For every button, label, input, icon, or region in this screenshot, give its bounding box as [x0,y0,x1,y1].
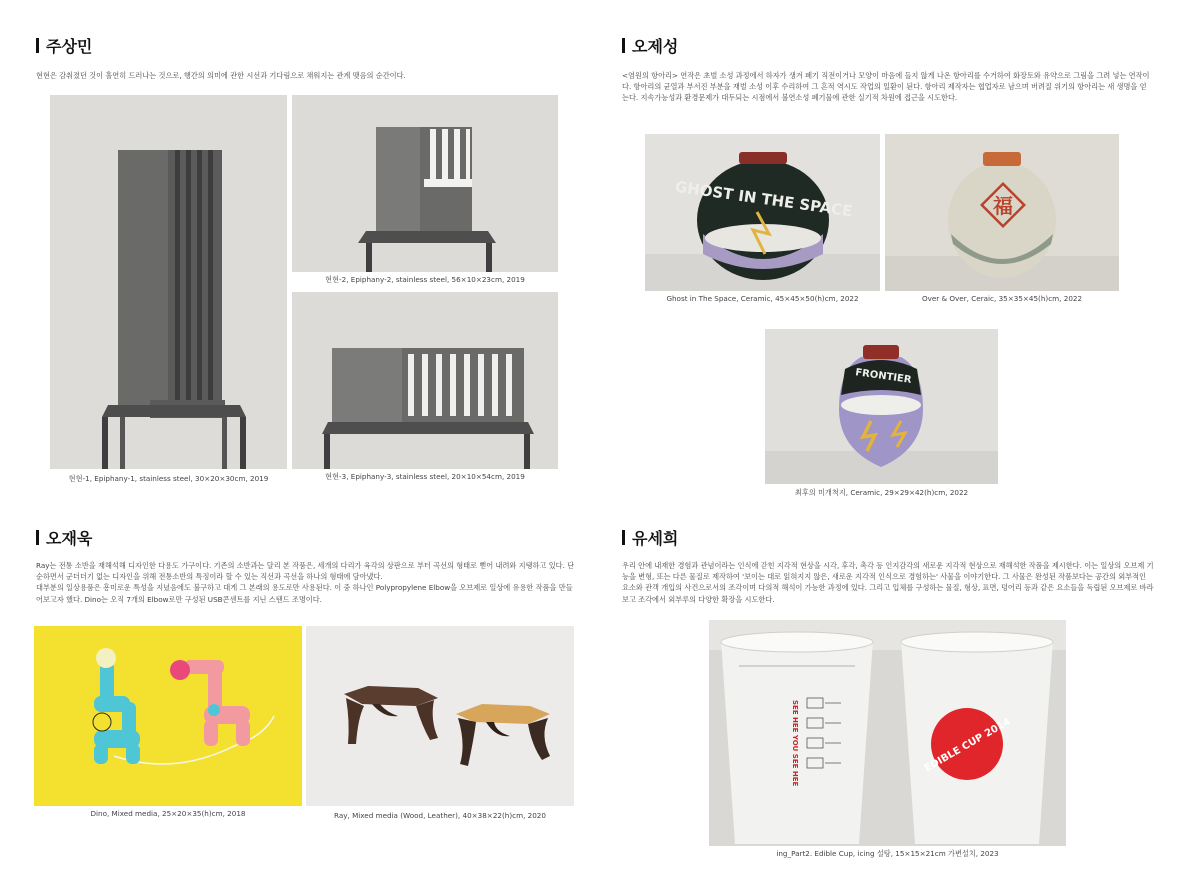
artwork-image-ray [306,626,574,806]
vase-character: 福 [993,194,1013,218]
artist-name: 유세희 [632,529,679,548]
artist-heading-ojaeuk [36,526,92,549]
artist-description [36,560,576,605]
artwork-image-over-and-over [885,134,1119,291]
artwork-caption: Over & Over, Ceraic, 35×35×45(h)cm, 2022 [921,294,1083,303]
vase-lettering: FRONTIER [854,367,913,386]
cup-lettering: EDIBLE CUP 2014 [922,716,1013,775]
description-paragraph: 대부분의 일상용품은 흥미로운 특성을 지녔음에도 불구하고 대게 그 본래의 용도로만 사용된다. 이 중 하나인 Polypropylene Elbow을 오브제로 일상에 유용한 작품을 만들어보고자 했다. Dino는 오직 7개의 Elbow로만 구성된 USB콘센트를 지닌 스탠드 조명이다. [36,583,573,604]
artwork-image-edible-cup [709,620,1066,846]
artist-heading-ju [36,34,92,57]
artwork-caption: 최후의 미개척지, Ceramic, 29×29×42(h)cm, 2022 [794,488,969,497]
artist-description: <염원의 항아리> 연작은 초벌 소성 과정에서 하자가 생겨 폐기 직전이거나 모양이 마음에 들지 않게 나온 항아리를 수거하여 화장토와 유약으로 그림을 그려 넣는 연작이다. 항아리의 균열과 부서진 부분을 재벌 소성 이후 수리하여 그 흔적 역시도 작업의 일환이 된다. 항아리 제작자는 협업자로 남으며 버려질 위기의 항아리는 새 생명을 얻는다. 지속가능성과 환경문제가 대두되는 시점에서 불연소성 폐기물에 관한 실기적 차원에 접근을 시도한다. [622,71,1150,103]
heading-bar [36,530,39,545]
artwork-image-dino [34,626,302,806]
heading-bar [622,530,625,545]
artwork-caption: Ray, Mixed media (Wood, Leather), 40×38×22(h)cm, 2020 [334,811,546,820]
artist-heading-ojeseong [622,34,678,57]
artwork-image-ghost-in-the-space [645,134,880,291]
artwork-image-epiphany-2 [292,95,558,272]
artist-name: 주상민 [46,37,93,56]
artist-description: 현현은 감춰졌던 것이 홀연히 드러나는 것으로, 행간의 의미에 관한 시선과 기다림으로 채워지는 관계 맺음의 순간이다. [36,71,406,80]
artwork-caption: 현현-3, Epiphany-3, stainless steel, 20×10×54cm, 2019 [325,472,525,481]
artist-name: 오제성 [632,37,679,56]
artwork-caption: Dino, Mixed media, 25×20×35(h)cm, 2018 [90,809,246,818]
artist-heading-yusehee [622,526,678,549]
artwork-caption: 현현-2, Epiphany-2, stainless steel, 56×10×23cm, 2019 [325,275,525,284]
description-paragraph: Ray는 전통 소반을 재해석해 디자인한 다용도 가구이다. 기존의 소반과는 달리 본 작품은, 세개의 다리가 육각의 상판으로 부터 곡선의 형태로 뻗어 내려와 지탱하고 있다. 단순하면서 군더더기 없는 디자인을 위해 전통소반의 특징이라 할 수 있는 직선과 곡선을 하나의 형태에 담아냈다. [36,561,575,582]
artwork-caption: ing_Part2. Edible Cup, icing 설탕, 15×15×21cm 가변설치, 2023 [776,849,999,858]
heading-bar [36,38,39,53]
artwork-image-epiphany-1 [50,95,287,469]
artist-name: 오재욱 [46,529,93,548]
artwork-image-last-frontier [765,329,998,484]
cup-side-lettering: SEE HEE YOU SEE HEE [791,700,799,787]
artwork-caption: Ghost in The Space, Ceramic, 45×45×50(h)cm, 2022 [666,294,859,303]
artist-description: 우리 안에 내재한 경험과 관념이라는 인식에 갇힌 지각적 현상을 시각, 후각, 촉각 등 인지감각의 새로운 지각적 현상으로 재해석한 작품을 제시한다. 이는 일상의 오브제 기능을 변형, 또는 다른 물질로 제작하여 '보이는 대로 읽혀지지 않은, 새로운 지각적 인식으로 경험하는' 사물을 이야기한다. 그 사물은 완성된 작품보다는 공간의 외부적인 요소와 관객 개입의 사건으로서의 조각이며 다의적 해석이 가능한 과정에 있다. 그리고 입체를 구성하는 물질, 형상, 표면, 덩어리 등과 같은 요소들을 독립된 오브제로 바라보고 조각에서 외부루의 다양한 확장을 시도한다. [622,561,1154,604]
heading-bar [622,38,625,53]
artwork-caption: 현현-1, Epiphany-1, stainless steel, 30×20×30cm, 2019 [68,474,269,483]
vase-lettering: GHOST IN THE SPACE [673,177,854,221]
artwork-image-epiphany-3 [292,292,558,469]
